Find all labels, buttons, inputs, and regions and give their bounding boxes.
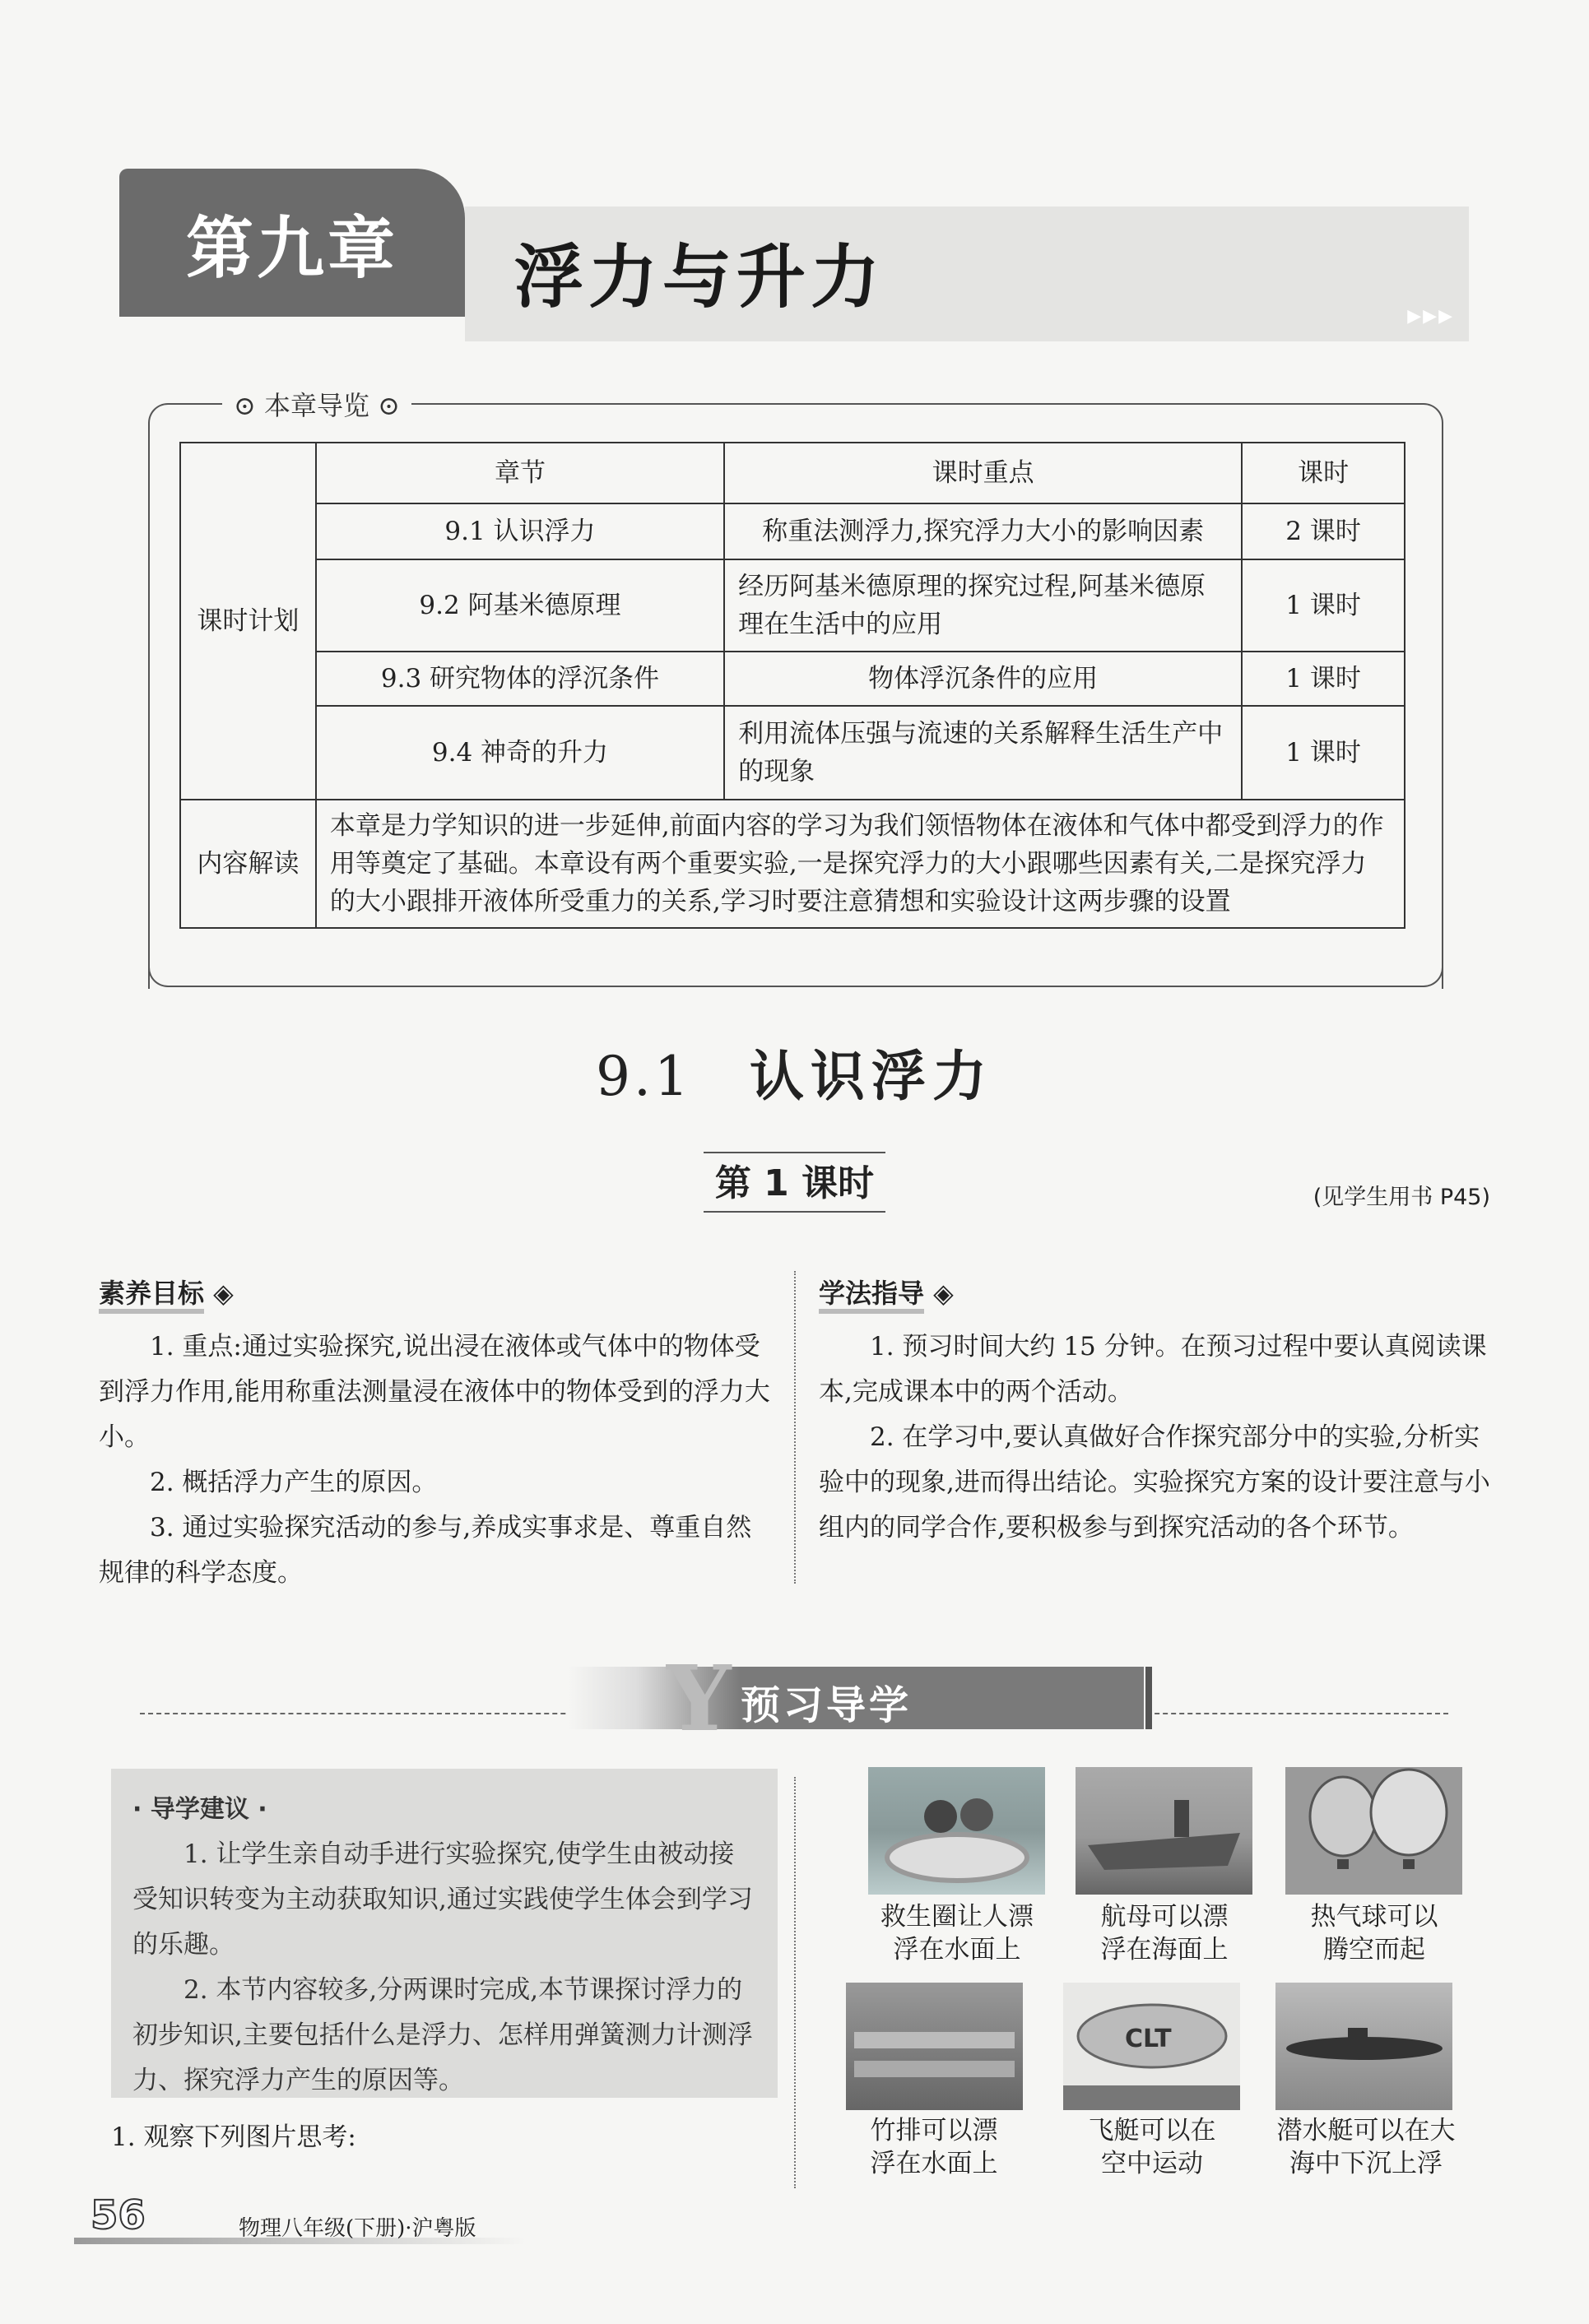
row-hours: 1 课时 bbox=[1242, 559, 1405, 652]
photo-caption bbox=[1259, 2114, 1473, 2180]
life-ring-icon bbox=[868, 1767, 1045, 1895]
goals-column bbox=[99, 1271, 774, 1596]
caption-line: 空中运动 bbox=[1101, 2149, 1203, 2178]
diamond-arrow-icon: ◈ bbox=[933, 1278, 954, 1309]
table-row bbox=[180, 706, 1405, 800]
arrows-icon: ▶▶▶ bbox=[1407, 306, 1454, 327]
content-text: 本章是力学知识的进一步延伸,前面内容的学习为我们领悟物体在液体和气体中都受到浮力的作用等奠定了基础。本章设有两个重要实验,一是探究浮力的大小跟哪些因素有关,二是探究浮力的大小跟排开液体所受重力的关系,学习时要注意猜想和实验设计这两步骤的设置 bbox=[316, 800, 1405, 928]
guidance-item: 1. 让学生亲自动手进行实验探究,使学生由被动接受知识转变为主动获取知识,通过实践使学生体会到学习的乐趣。 bbox=[132, 1839, 753, 1960]
caption-line: 浮在水面上 bbox=[893, 1935, 1021, 1964]
row-section: 9.3 研究物体的浮沉条件 bbox=[316, 652, 724, 706]
photo-submarine bbox=[1275, 1983, 1452, 2110]
table-header-row bbox=[180, 443, 1405, 503]
photo-airship bbox=[1063, 1983, 1240, 2110]
row-hours: 2 课时 bbox=[1242, 503, 1405, 559]
section-title bbox=[0, 1032, 1589, 1111]
goals-heading bbox=[99, 1271, 774, 1316]
photo-bamboo-raft bbox=[846, 1983, 1023, 2110]
section-number: 9.1 bbox=[596, 1045, 692, 1108]
caption-line: 潜水艇可以在大 bbox=[1276, 2116, 1456, 2145]
photo-aircraft-carrier bbox=[1076, 1767, 1252, 1895]
caption-line: 飞艇可以在 bbox=[1088, 2116, 1216, 2145]
row-hours: 1 课时 bbox=[1242, 706, 1405, 800]
preview-banner bbox=[140, 1645, 1448, 1751]
row-section: 9.2 阿基米德原理 bbox=[316, 559, 724, 652]
student-book-reference: (见学生用书 P45) bbox=[1313, 1185, 1490, 1210]
method-item: 2. 在学习中,要认真做好合作探究部分中的实验,分析实验中的现象,进而得出结论。实验探究方案的设计要注意与小组内的同学合作,要积极参与到探究活动的各个环节。 bbox=[819, 1422, 1490, 1542]
photo-caption bbox=[858, 1900, 1056, 1966]
page-number: 56 bbox=[91, 2192, 146, 2238]
submarine-icon bbox=[1275, 1983, 1452, 2110]
overview-label bbox=[222, 385, 411, 423]
content-row bbox=[180, 800, 1405, 928]
row-focus: 物体浮沉条件的应用 bbox=[724, 652, 1242, 706]
column-divider bbox=[794, 1271, 796, 1584]
header-hours: 课时 bbox=[1242, 443, 1405, 503]
caption-line: 海中下沉上浮 bbox=[1289, 2149, 1443, 2178]
guidance-heading: · 导学建议 · bbox=[132, 1795, 267, 1824]
chapter-header bbox=[119, 169, 1469, 341]
airship-label: CLT bbox=[1125, 2025, 1172, 2053]
chapter-number: 第九章 bbox=[119, 169, 465, 317]
guidance-box bbox=[111, 1769, 778, 2098]
row-hours: 1 课时 bbox=[1242, 652, 1405, 706]
chapter-title: 浮力与升力 bbox=[514, 237, 885, 318]
method-heading bbox=[819, 1271, 1494, 1316]
goal-item: 2. 概括浮力产生的原因。 bbox=[150, 1468, 438, 1497]
row-focus: 经历阿基米德原理的探究过程,阿基米德原理在生活中的应用 bbox=[724, 559, 1242, 652]
photo-caption bbox=[1275, 1900, 1473, 1966]
row-section: 9.4 神奇的升力 bbox=[316, 706, 724, 800]
raft-icon bbox=[846, 1983, 1023, 2110]
overview-label-text: 本章导览 bbox=[263, 390, 369, 421]
caption-line: 腾空而起 bbox=[1323, 1935, 1425, 1964]
goal-item: 3. 通过实验探究活动的参与,养成实事求是、尊重自然规律的科学态度。 bbox=[99, 1513, 752, 1588]
task-prompt: 1. 观察下列图片思考: bbox=[111, 2122, 356, 2152]
diamond-arrow-icon: ◈ bbox=[213, 1278, 234, 1309]
content-label: 内容解读 bbox=[180, 800, 316, 928]
caption-line: 竹排可以漂 bbox=[870, 2116, 998, 2145]
table-row bbox=[180, 559, 1405, 652]
photo-hot-air-balloon bbox=[1285, 1767, 1462, 1895]
photo-life-ring bbox=[868, 1767, 1045, 1895]
table-row bbox=[180, 503, 1405, 559]
header-focus: 课时重点 bbox=[724, 443, 1242, 503]
ship-icon bbox=[1076, 1767, 1252, 1895]
lesson-title-text: 第 1 课时 bbox=[704, 1152, 885, 1213]
method-column bbox=[819, 1271, 1494, 1551]
section-name: 认识浮力 bbox=[749, 1045, 993, 1108]
caption-line: 航母可以漂 bbox=[1100, 1902, 1229, 1932]
photo-caption bbox=[1066, 1900, 1263, 1966]
row-focus: 利用流体压强与流速的关系解释生活生产中的现象 bbox=[724, 706, 1242, 800]
table-row bbox=[180, 652, 1405, 706]
method-item: 1. 预习时间大约 15 分钟。在预习过程中要认真阅读课本,完成课本中的两个活动。 bbox=[819, 1332, 1487, 1407]
balloon-icon bbox=[1285, 1767, 1462, 1895]
plan-label: 课时计划 bbox=[180, 443, 316, 800]
banner-title: 预习导学 bbox=[741, 1682, 913, 1728]
target-icon: ⊙ bbox=[378, 390, 400, 421]
lesson-plan-table bbox=[179, 442, 1405, 929]
row-section: 9.1 认识浮力 bbox=[316, 503, 724, 559]
method-heading-text: 学法指导 bbox=[819, 1278, 924, 1314]
photo-caption bbox=[835, 2114, 1033, 2180]
header-section: 章节 bbox=[316, 443, 724, 503]
caption-line: 浮在海面上 bbox=[1100, 1935, 1229, 1964]
caption-line: 浮在水面上 bbox=[870, 2149, 998, 2178]
photo-caption bbox=[1053, 2114, 1251, 2180]
guidance-item: 2. 本节内容较多,分两课时完成,本节课探讨浮力的初步知识,主要包括什么是浮力、怎样用弹簧测力计测浮力、探究浮力产生的原因等。 bbox=[132, 1975, 753, 2095]
column-divider bbox=[794, 1777, 796, 2188]
banner-letter: Y bbox=[667, 1645, 732, 1751]
row-focus: 称重法测浮力,探究浮力大小的影响因素 bbox=[724, 503, 1242, 559]
goals-heading-text: 素养目标 bbox=[99, 1278, 204, 1314]
banner-bar bbox=[1145, 1667, 1152, 1729]
goal-item: 1. 重点:通过实验探究,说出浸在液体或气体中的物体受到浮力作用,能用称重法测量浸在液体中的物体受到的浮力大小。 bbox=[99, 1332, 770, 1452]
book-title: 物理八年级(下册)·沪粤版 bbox=[239, 2216, 476, 2241]
target-icon: ⊙ bbox=[234, 390, 256, 421]
frame-bottom bbox=[148, 953, 1443, 987]
caption-line: 救生圈让人漂 bbox=[880, 1902, 1034, 1932]
caption-line: 热气球可以 bbox=[1310, 1902, 1438, 1932]
airship-icon bbox=[1063, 1983, 1240, 2110]
